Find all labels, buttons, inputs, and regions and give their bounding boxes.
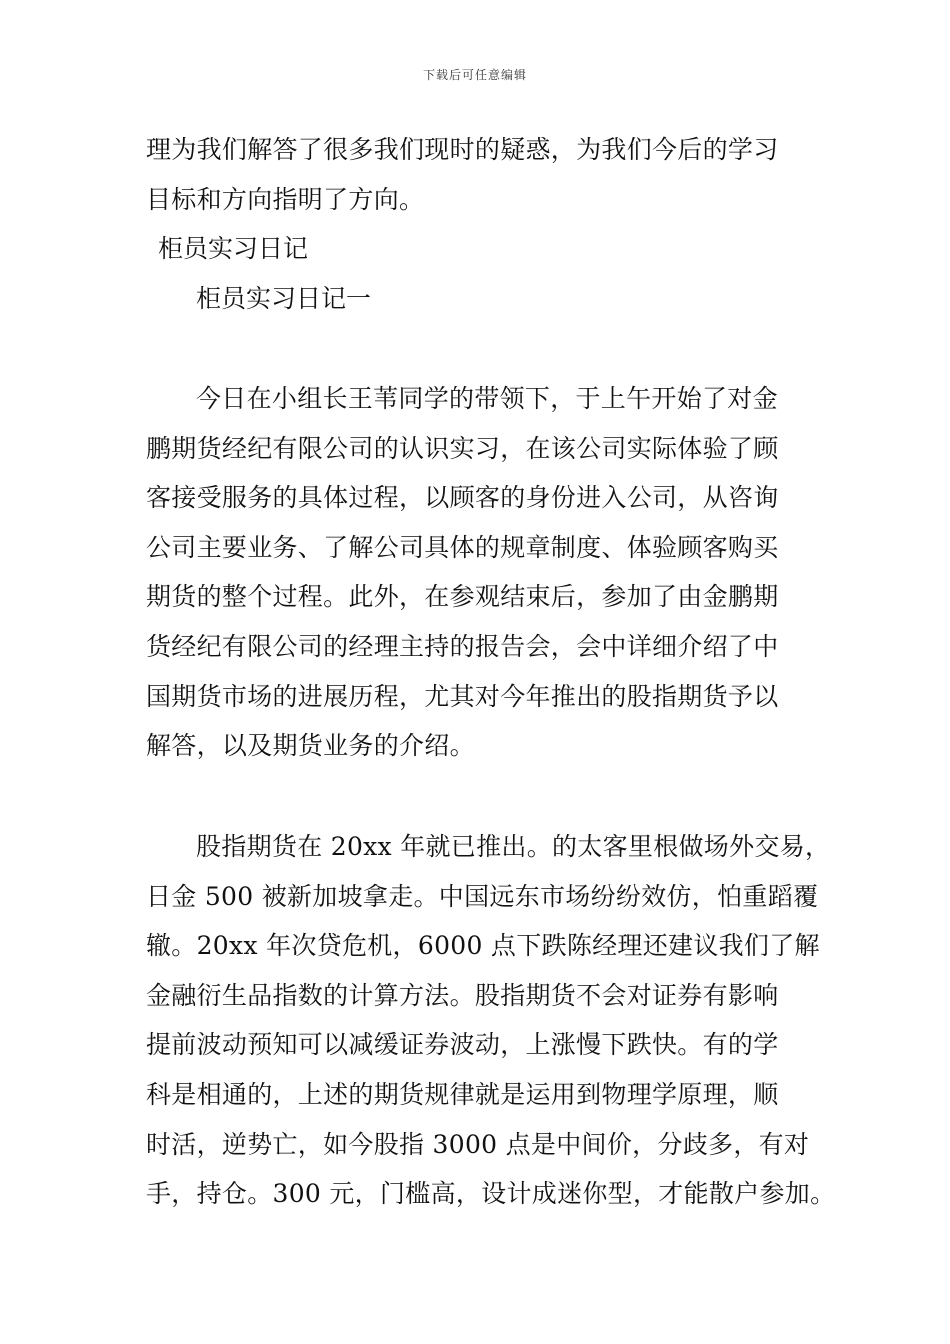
page-header: 下载后可任意编辑 bbox=[422, 68, 527, 82]
intro-line: 目标和方向指明了方向。 bbox=[146, 184, 425, 214]
intro-line: 理为我们解答了很多我们现时的疑惑，为我们今后的学习 bbox=[146, 135, 779, 164]
paragraph-1-line: 公司主要业务、了解公司具体的规章制度、体验顾客购买 bbox=[146, 532, 779, 562]
paragraph-2-line: 日金 500 被新加坡拿走。中国远东市场纷纷效仿，怕重蹈覆 bbox=[146, 881, 819, 911]
paragraph-2-line: 辙。20xx 年次贷危机，6000 点下跌陈经理还建议我们了解 bbox=[146, 931, 820, 961]
paragraph-1-line: 货经纪有限公司的经理主持的报告会，会中详细介绍了中 bbox=[146, 631, 779, 661]
paragraph-1-line: 今日在小组长王苇同学的带领下，于上午开始了对金 bbox=[196, 384, 778, 413]
paragraph-1-line: 鹏期货经纪有限公司的认识实习，在该公司实际体验了顾 bbox=[146, 433, 779, 463]
document-subtitle: 柜员实习日记一 bbox=[196, 284, 372, 313]
paragraph-2-line: 科是相通的，上述的期货规律就是运用到物理学原理，顺 bbox=[146, 1079, 779, 1109]
paragraph-2-line: 股指期货在 20xx 年就已推出。的太客里根做场外交易， bbox=[196, 832, 831, 861]
paragraph-1-line: 解答，以及期货业务的介绍。 bbox=[146, 731, 475, 761]
paragraph-1-line: 国期货市场的进展历程，尤其对今年推出的股指期货予以 bbox=[146, 681, 779, 711]
paragraph-2 bbox=[146, 822, 836, 1219]
document-title: 柜员实习日记 bbox=[158, 234, 309, 263]
intro-paragraph bbox=[146, 125, 816, 224]
paragraph-1-line: 客接受服务的具体过程，以顾客的身份进入公司，从咨询 bbox=[146, 483, 779, 513]
paragraph-2-line: 时活，逆势亡，如今股指 3000 点是中间价，分歧多，有对 bbox=[146, 1129, 810, 1159]
paragraph-1 bbox=[146, 374, 816, 771]
paragraph-2-line: 提前波动预知可以减缓证券波动，上涨慢下跌快。有的学 bbox=[146, 1030, 779, 1060]
paragraph-1-line: 期货的整个过程。此外，在参观结束后，参加了由金鹏期 bbox=[146, 582, 779, 612]
paragraph-2-line: 手，持仓。300 元，门槛高，设计成迷你型，才能散户参加。 bbox=[146, 1179, 836, 1209]
paragraph-2-line: 金融衍生品指数的计算方法。股指期货不会对证券有影响 bbox=[146, 980, 779, 1010]
